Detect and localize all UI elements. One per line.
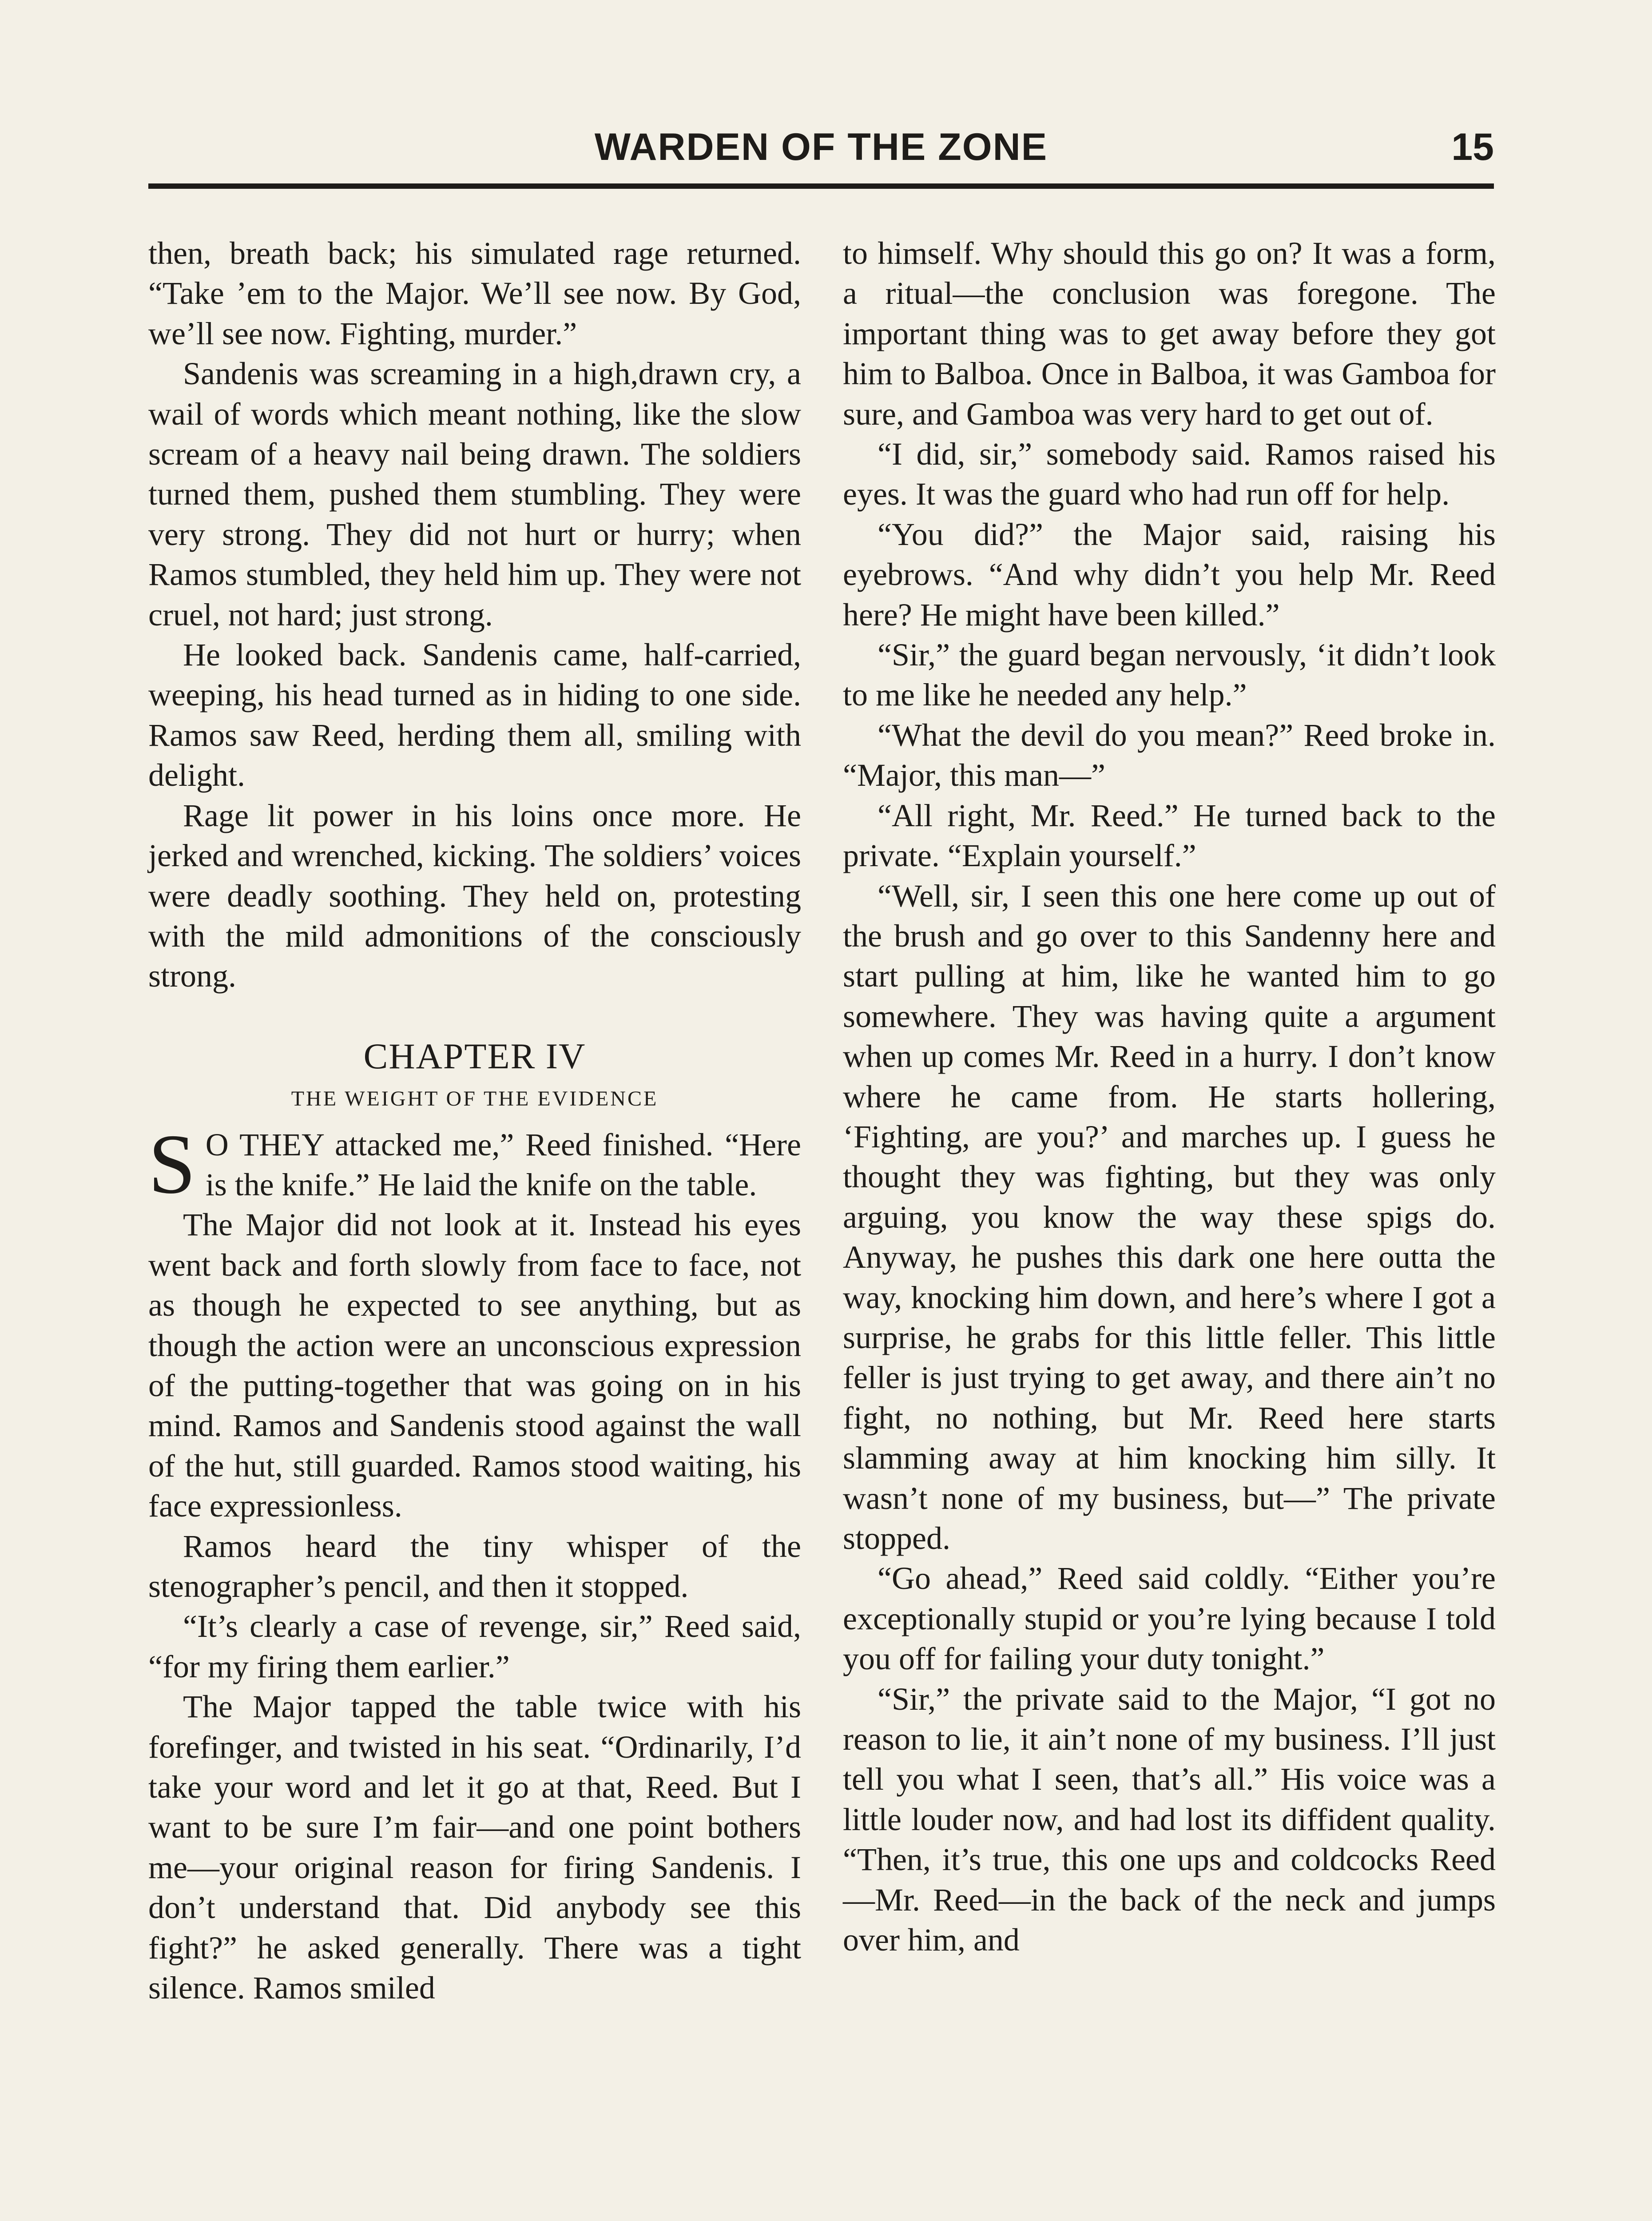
header-rule [148,183,1494,189]
paragraph: Ramos heard the tiny whisper of the stenographer’s pencil, and then it stopped. [148,1528,801,1604]
paragraph: “You did?” the Major said, raising his eyebrows. “And why didn’t you help Mr. Reed here? He might have been killed.” [843,516,1496,633]
left-column [148,233,801,2221]
paragraph: “It’s clearly a case of revenge, sir,” Reed said, “for my firing them earlier.” [148,1608,801,1684]
paragraph: “What the devil do you mean?” Reed broke in. “Major, this man—” [843,717,1496,793]
drop-cap: S [148,1116,196,1211]
paragraph: “I did, sir,” somebody said. Ramos raised his eyes. It was the guard who had run off for help. [843,436,1496,512]
chapter-opening-paragraph [148,1116,801,1211]
paragraph: “Well, sir, I seen this one here come up out of the brush and go over to this Sandenny here and start pulling at him, like he wanted him to go somewhere. They was having quite a argument when up comes Mr. Reed in a hurry. I don’t know where he came from. He starts hollering, ‘Fighting, are you?’ and marches up. I guess he thought they was fighting, but they was only arguing, you know the way these spigs do. Anyway, he pushes this dark one here outta the way, knocking him down, and here’s where I got a surprise, he grabs for this little feller. This little feller is just trying to get away, and there ain’t no fight, no nothing, but Mr. Reed here starts slamming away at him knocking him silly. It wasn’t none of my business, but—” The private stopped. [843,878,1496,1556]
paragraph-text: O THEY attacked me,” Reed finished. “Here is the knife.” He laid the knife on the table. [205,1126,801,1202]
paragraph: The Major tapped the table twice with his forefinger, and twisted in his seat. “Ordinarily, I’d take your word and let it go at that, Reed. But I want to be sure I’m fair—and one point bothers me—your original reason for firing Sandenis. I don’t understand that. Did anybody see this fight?” he asked generally. There was a tight silence. Ramos smiled [148,1689,801,2006]
paragraph: Rage lit power in his loins once more. He jerked and wrenched, kicking. The soldiers’ voices were deadly soothing. They held on, protesting with the mild admonitions of the consciously strong. [148,797,801,994]
paragraph: to himself. Why should this go on? It was a form, a ritual—the conclusion was foregone. The important thing was to get away before they got him to Balboa. Once in Balboa, it was Gamboa for sure, and Gamboa was very hard to get out of. [843,235,1496,432]
paragraph: “All right, Mr. Reed.” He turned back to the private. “Explain yourself.” [843,797,1496,874]
chapter-title: CHAPTER IV [363,1035,586,1076]
chapter-subtitle: THE WEIGHT OF THE EVIDENCE [291,1087,659,1111]
paragraph: “Sir,” the guard began nervously, ‘it didn’t look to me like he needed any help.” [843,637,1496,713]
paragraph: He looked back. Sandenis came, half-carried, weeping, his head turned as in hiding to one side. Ramos saw Reed, herding them all, smiling with delight. [148,637,801,793]
running-title: WARDEN OF THE ZONE [594,126,1048,168]
paragraph: “Sir,” the private said to the Major, “I got no reason to lie, it ain’t none of my business. I’ll just tell you what I seen, that’s all.” His voice was a little louder now, and had lost its diffident quality. “Then, it’s true, this one ups and coldcocks Reed—Mr. Reed—in the back of the neck and jumps over him, and [843,1681,1496,1958]
paragraph: then, breath back; his simulated rage returned. “Take ’em to the Major. We’ll see now. By God, we’ll see now. Fighting, murder.” [148,235,801,351]
paragraph: Sandenis was screaming in a high,drawn cry, a wail of words which meant nothing, like the slow scream of a heavy nail being drawn. The soldiers turned them, pushed them stumbling. They were very strong. They did not hurt or hurry; when Ramos stumbled, they held him up. They were not cruel, not hard; just strong. [148,356,801,633]
right-column [843,233,1496,2221]
page-number: 15 [1451,126,1494,168]
running-header [148,125,1494,176]
paragraph: “Go ahead,” Reed said coldly. “Either you’re exceptionally stupid or you’re lying because I told you off for failing your duty tonight.” [843,1560,1496,1677]
paragraph: The Major did not look at it. Instead his eyes went back and forth slowly from face to face, not as though he expected to see anything, but as though the action were an unconscious expression of the putting-together that was going on in his mind. Ramos and Sandenis stood against the wall of the hut, still guarded. Ramos stood waiting, his face expressionless. [148,1207,801,1524]
